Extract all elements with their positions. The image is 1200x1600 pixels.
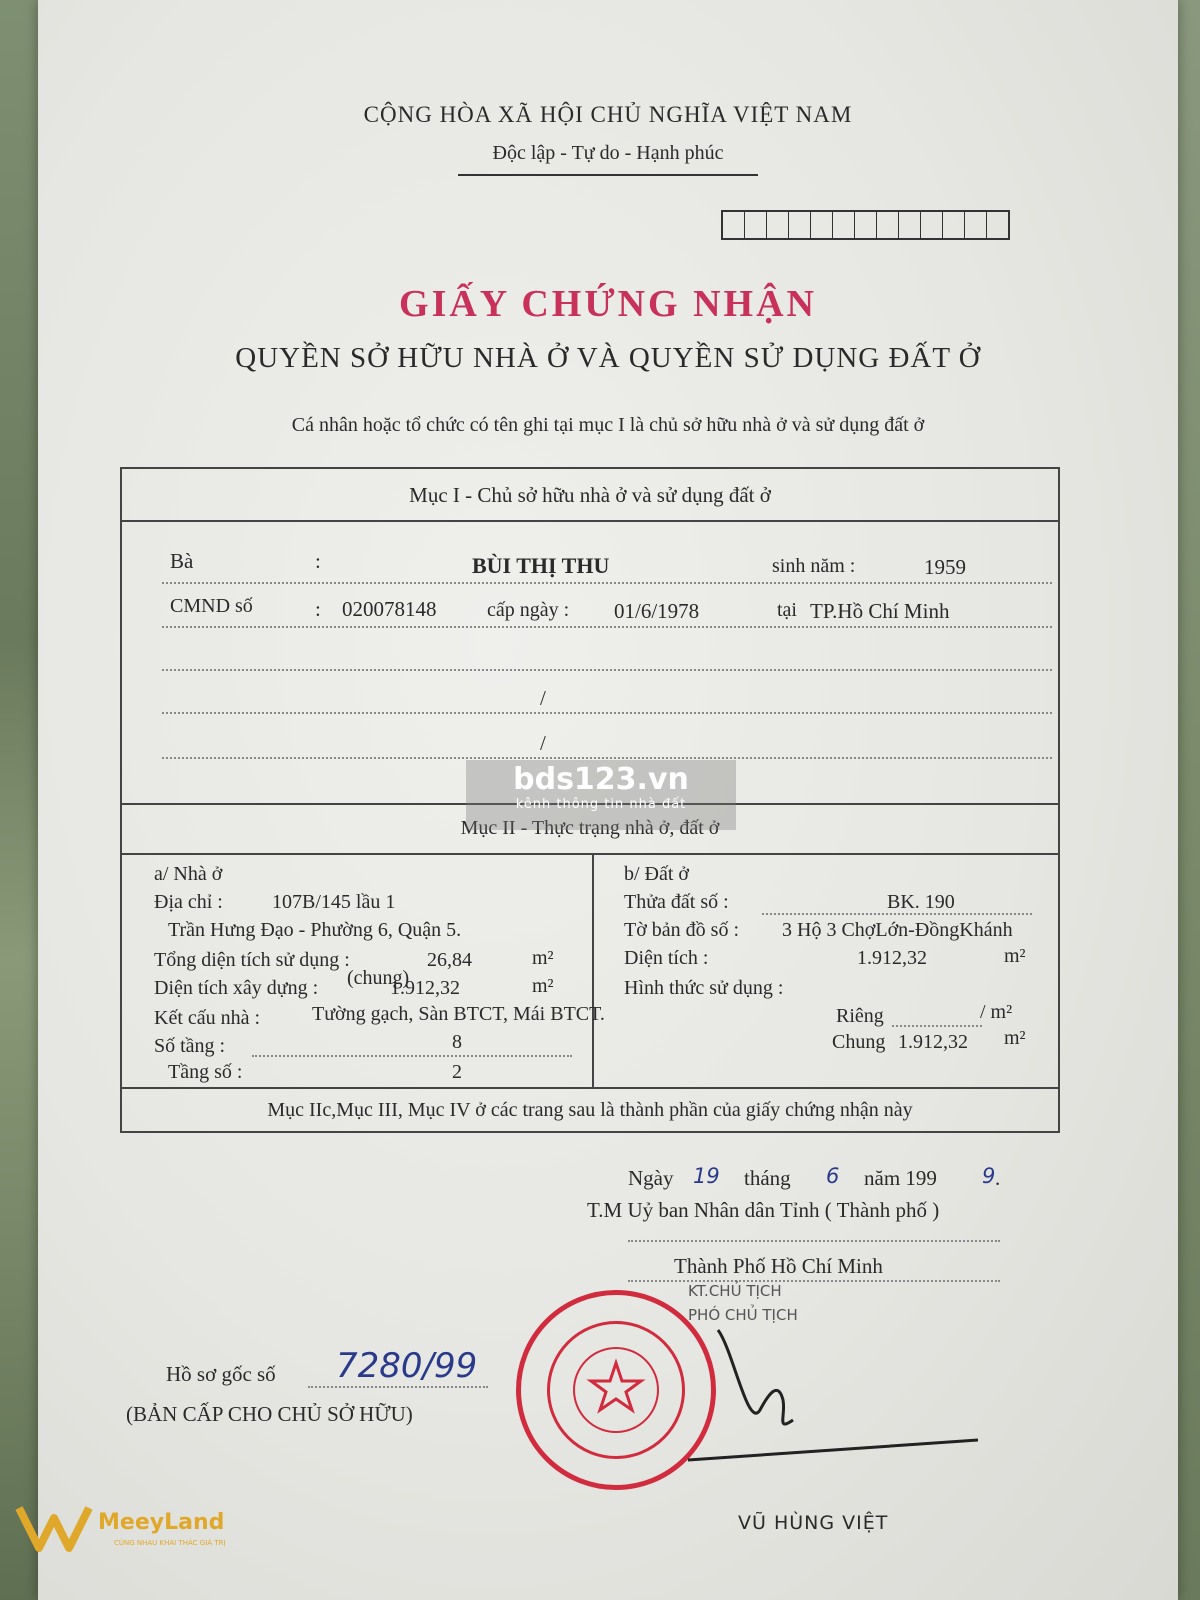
column-divider [592,853,594,1087]
issue-date: 01/6/1978 [614,599,700,623]
total-area-value: 26,84 [427,949,472,971]
house-heading: a/ Nhà ở [154,863,223,885]
date-month: 6 [826,1164,840,1188]
slash-mark: / [540,686,546,710]
shared-note: (chung) [347,967,410,989]
date-year-label: năm 199 [864,1166,937,1190]
dotted-line [892,1025,982,1027]
date-year-digit: 9 [982,1164,996,1188]
watermark-site: bds123.vn [513,762,689,797]
map-label: Tờ bản đồ số : [624,919,740,941]
serial-number-boxes [721,210,1010,240]
plot-label: Thửa đất số : [624,891,729,913]
divider [122,853,1058,855]
dotted-line [162,582,1052,584]
total-area-label: Tổng diện tích sử dụng : [154,949,350,971]
shared-value: 1.912,32 [898,1031,968,1053]
dotted-line [162,757,1052,759]
section1-heading: Mục I - Chủ sở hữu nhà ở và sử dụng đất ở [409,483,771,507]
owner-name: BÙI THỊ THU [472,553,610,578]
built-area-label: Diện tích xây dựng : [154,977,319,999]
id-label: CMND số [170,595,253,617]
watermark [466,760,736,830]
land-heading: b/ Đất ở [624,863,690,885]
shared-label: Chung [832,1031,886,1053]
certificate-title: GIẤY CHỨNG NHẬN [399,283,817,325]
dotted-line [762,913,1032,915]
divider [122,520,1058,522]
signature-icon [678,1320,978,1490]
date-day-label: Ngày [628,1166,674,1190]
land-area-value: 1.912,32 [857,947,927,969]
built-area-value: 1.912,32 [390,977,460,999]
address-label: Địa chỉ : [154,891,223,913]
unit: m² [532,975,554,997]
signer-name: VŨ HÙNG VIỆT [738,1512,889,1534]
structure-label: Kết cấu nhà : [154,1007,261,1029]
copy-note: (BẢN CẤP CHO CHỦ SỞ HỮU) [126,1402,413,1426]
section2-heading: Mục II - Thực trạng nhà ở, đất ở [460,817,720,839]
brand-name: MeeyLand [98,1510,225,1535]
vice-chairman: PHÓ CHỦ TỊCH [688,1306,798,1324]
authority-line1: T.M Uỷ ban Nhân dân Tỉnh ( Thành phố ) [587,1198,940,1222]
id-number: 020078148 [342,597,437,621]
floor-no-value: 2 [452,1061,462,1083]
floor-no-label: Tầng số : [168,1061,243,1083]
issue-place: TP.Hồ Chí Minh [810,599,950,623]
address-line2: Trần Hưng Đạo - Phường 6, Quận 5. [168,919,462,941]
meeyland-logo-icon [14,1498,94,1558]
place-label: tại [777,599,797,621]
record-number: 7280/99 [336,1346,478,1386]
birth-label: sinh năm : [772,555,856,577]
land-area-label: Diện tích : [624,947,709,969]
brand-tagline: CÙNG NHAU KHAI THÁC GIÁ TRỊ [114,1539,226,1547]
unit: m² [532,947,554,969]
intro-text: Cá nhân hoặc tổ chức có tên ghi tại mục I là chủ sở hữu nhà ở và sử dụng đất ở [291,414,925,436]
private-label: Riêng [836,1005,884,1027]
address-line1: 107B/145 lầu 1 [272,891,396,913]
footer-note: Mục IIc,Mục III, Mục IV ở các trang sau là thành phần của giấy chứng nhận này [267,1099,913,1121]
dotted-line [162,626,1052,628]
authority-city: Thành Phố Hồ Chí Minh [674,1254,883,1278]
unit: m² [1004,945,1026,967]
record-label: Hồ sơ gốc số [166,1362,276,1386]
colon: : [315,549,321,573]
private-unit: / m² [980,1001,1013,1023]
structure-value: Tường gạch, Sàn BTCT, Mái BTCT. [312,1003,605,1025]
plot-value: BK. 190 [887,891,955,913]
dotted-line [308,1386,488,1388]
date-period: . [995,1166,1001,1190]
date-day: 19 [693,1164,720,1188]
certificate-page [38,0,1178,1600]
dotted-line [628,1280,1000,1282]
dotted-line [252,1055,572,1057]
floors-label: Số tầng : [154,1035,226,1057]
colon: : [315,597,321,621]
republic-heading: CỘNG HÒA XÃ HỘI CHỦ NGHĨA VIỆT NAM [363,102,853,127]
date-month-label: tháng [744,1166,791,1190]
usage-label: Hình thức sử dụng : [624,977,784,999]
watermark-tagline: kênh thông tin nhà đất [515,797,687,812]
kt-chairman: KT.CHỦ TỊCH [688,1282,782,1300]
divider [122,1087,1058,1089]
floors-value: 8 [452,1031,462,1053]
dotted-line [628,1240,1000,1242]
dotted-line [162,712,1052,714]
birth-year: 1959 [924,555,966,579]
map-value: 3 Hộ 3 ChợLớn-ĐồngKhánh [782,919,1013,941]
motto: Độc lập - Tự do - Hạnh phúc [492,142,724,164]
issue-label: cấp ngày : [487,599,570,621]
title-label: Bà [170,549,194,573]
slash-mark: / [540,731,546,755]
motto-underline [458,174,758,176]
unit: m² [1004,1027,1026,1049]
certificate-subtitle: QUYỀN SỞ HỮU NHÀ Ở VÀ QUYỀN SỬ DỤNG ĐẤT Ở [235,342,981,374]
dotted-line [162,669,1052,671]
